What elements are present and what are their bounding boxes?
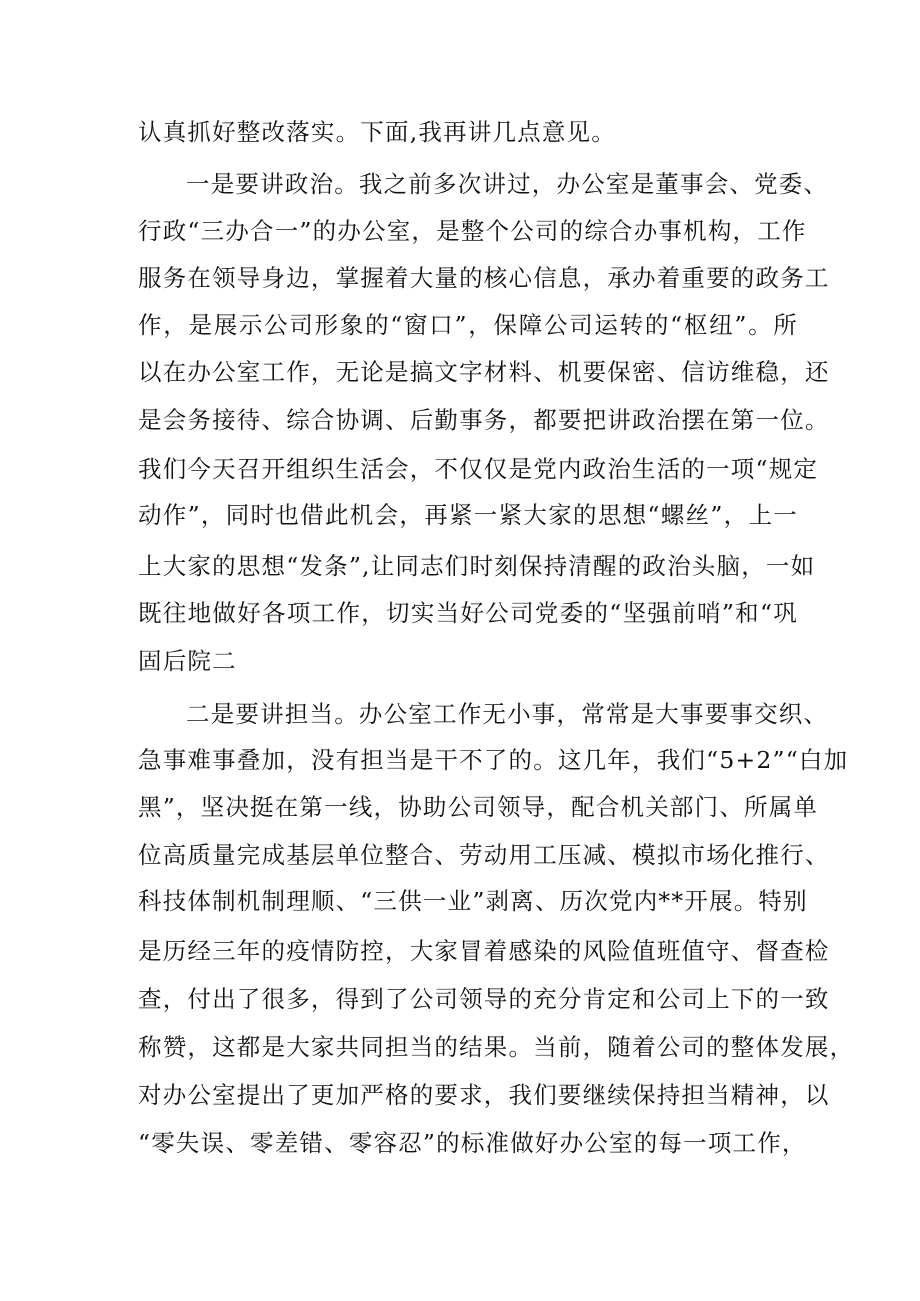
text-line: 黑”，坚决挺在第一线，协助公司领导，配合机关部门、所属单 xyxy=(138,793,819,821)
text-line: 服务在领导身边，掌握着大量的核心信息，承办着重要的政务工 xyxy=(138,264,830,292)
text-line: 以在办公室工作，无论是搞文字材料、机要保密、信访维稳，还 xyxy=(138,358,830,386)
text-line: 我们今天召开组织生活会，不仅仅是党内政治生活的一项“规定 xyxy=(138,455,819,483)
text-line: 对办公室提出了更加严格的要求，我们要继续保持担当精神，以 xyxy=(138,1081,830,1109)
text-line: 是历经三年的疫情防控，大家冒着感染的风险值班值守、督查检 xyxy=(138,937,830,965)
text-line: 上大家的思想“发条”,让同志们时刻保持清醒的政治头脑，一如 xyxy=(138,552,816,580)
text-line: 称赞，这都是大家共同担当的结果。当前，随着公司的整体发展， xyxy=(138,1033,855,1061)
text-line: “零失误、零差错、零容忍”的标准做好办公室的每一项工作， xyxy=(138,1129,807,1157)
text-line: 急事难事叠加，没有担当是干不了的。这几年，我们“5+2”“白加 xyxy=(138,746,849,774)
text-line: 认真抓好整改落实。下面,我再讲几点意见。 xyxy=(138,118,616,146)
text-line: 固后院二 xyxy=(138,647,237,675)
text-line: 作，是展示公司形象的“窗口”，保障公司运转的“枢纽”。所 xyxy=(138,311,798,339)
text-line: 科技体制机制理顺、“三供一业”剥离、历次党内**开展。特别 xyxy=(138,887,808,915)
paragraph-start-line: 二是要讲担当。办公室工作无小事，常常是大事要事交织、 xyxy=(186,700,829,728)
text-line: 查，付出了很多，得到了公司领导的充分肯定和公司上下的一致 xyxy=(138,985,830,1013)
text-line: 位高质量完成基层单位整合、劳动用工压减、模拟市场化推行、 xyxy=(138,841,830,869)
text-line: 既往地做好各项工作，切实当好公司党委的“坚强前哨”和“巩 xyxy=(138,599,798,627)
text-line: 行政“三办合一”的办公室，是整个公司的综合办事机构，工作 xyxy=(138,217,807,245)
text-line: 是会务接待、综合协调、后勤事务，都要把讲政治摆在第一位。 xyxy=(138,406,830,434)
text-line: 动作”，同时也借此机会，再紧一紧大家的思想“螺丝”，上一 xyxy=(138,501,798,529)
paragraph-start-line: 一是要讲政治。我之前多次讲过，办公室是董事会、党委、 xyxy=(186,170,829,198)
